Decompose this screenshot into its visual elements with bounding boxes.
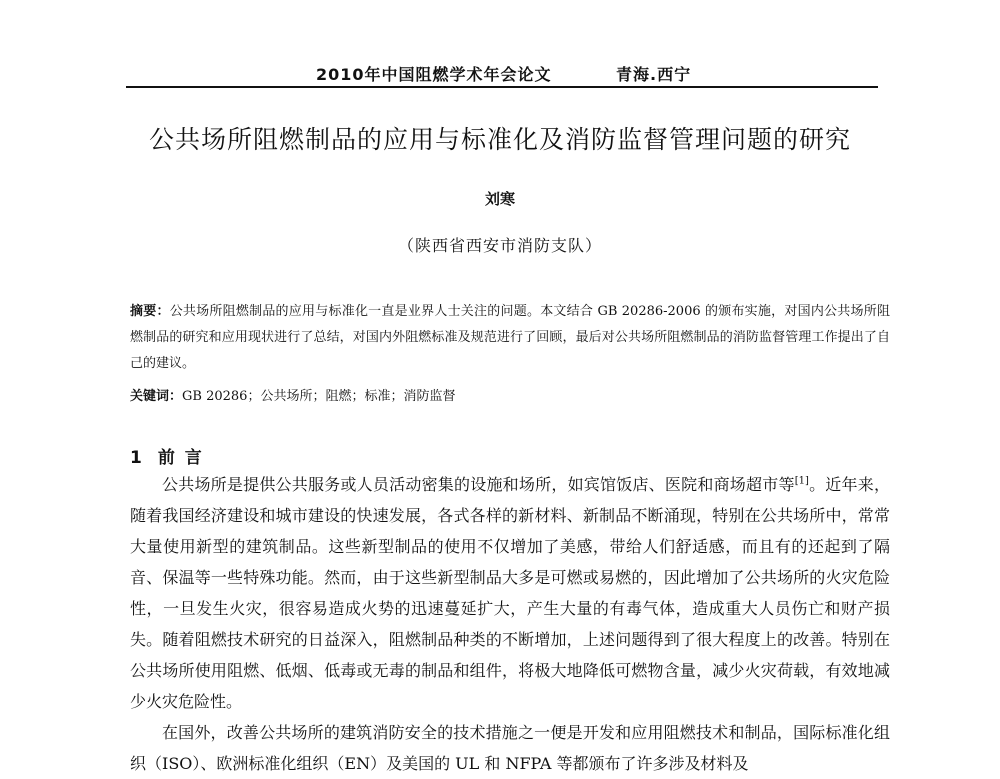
section-heading (130, 443, 430, 468)
section-number: 1 (130, 448, 144, 468)
keywords-label: 关键词： (130, 389, 183, 404)
running-header (126, 58, 878, 86)
keywords-text: GB 20286；公共场所；阻燃；标准；消防监督 (182, 389, 456, 404)
author-name: 刘寒 (484, 190, 515, 208)
abstract-label: 摘要： (130, 304, 170, 319)
paragraph (130, 717, 890, 779)
section-body (130, 469, 890, 779)
conference-location: 青海.西宁 (616, 65, 692, 84)
abstract (130, 299, 890, 377)
paper-title: 公共场所阻燃制品的应用与标准化及消防监督管理问题的研究 (148, 125, 851, 154)
conference-name: 2010年中国阻燃学术年会论文 (316, 65, 552, 84)
paragraph-text-cont: 。近年来，随着我国经济建设和城市建设的快速发展，各式各样的新材料、新制品不断涌现，特别在公共场所中，常常大量使用新型的建筑制品。这些新型制品的使用不仅增加了美感，带给人们舒适感，而且有的还起到了隔音、保温等一些特殊功能。然而，由于这些新型制品大多是可燃或易燃的，因此增加了公共场所的火灾危险性，一旦发生火灾，很容易造成火势的迅速蔓延扩大，产生大量的有毒气体，造成重大人员伤亡和财产损失。随着阻燃技术研究的日益深入，阻燃制品种类的不断增加，上述问题得到了很大程度上的改善。特别在公共场所使用阻燃、低烟、低毒或无毒的制品和组件，将极大地降低可燃物含量，减少火灾荷载，有效地减少火灾危险性。 (130, 475, 890, 711)
header-rule (126, 86, 878, 88)
keywords (130, 387, 890, 407)
paragraph-text: 公共场所是提供公共服务或人员活动密集的设施和场所，如宾馆饭店、医院和商场超市等 (162, 475, 795, 494)
author-affiliation: （陕西省西安市消防支队） (397, 236, 602, 255)
paragraph (130, 469, 890, 717)
abstract-text: 公共场所阻燃制品的应用与标准化一直是业界人士关注的问题。本文结合 GB 20286-2006 的颁布实施，对国内公共场所阻燃制品的研究和应用现状进行了总结，对国内外阻燃标准及规范进行了回顾，最后对公共场所阻燃制品的消防监督管理工作提出了自己的建议。 (130, 304, 890, 371)
paragraph-text: 在国外，改善公共场所的建筑消防安全的技术措施之一便是开发和应用阻燃技术和制品，国际标准化组织（ISO）、欧洲标准化组织（EN）及美国的 UL 和 NFPA 等都颁布了许多涉及材料及 (130, 723, 890, 773)
section-title: 前 言 (157, 448, 204, 468)
citation-ref: [1] (794, 475, 809, 487)
